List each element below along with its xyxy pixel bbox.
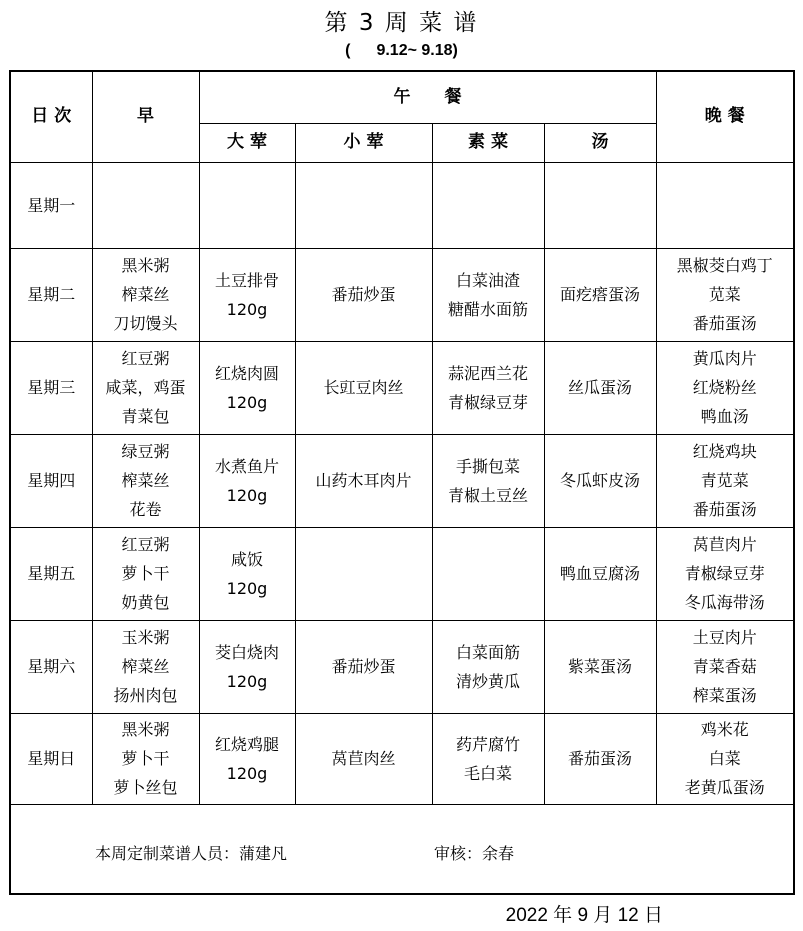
- dinner-cell: [656, 434, 794, 527]
- table-row: [10, 162, 794, 248]
- soup-cell: [544, 713, 656, 804]
- breakfast-cell: [92, 620, 199, 713]
- page-title: 第 3 周 菜 谱: [324, 10, 479, 36]
- dinner-item: 鸭血汤: [700, 407, 749, 426]
- breakfast-cell: [92, 434, 199, 527]
- breakfast-item: 榨菜丝: [121, 285, 170, 304]
- big-cell: [199, 713, 295, 804]
- day-cell: 星期二: [10, 248, 92, 341]
- planner-text: 本周定制菜谱人员：蒲建凡: [95, 843, 288, 863]
- day-cell: 星期三: [10, 341, 92, 434]
- breakfast-item: 榨菜丝: [121, 471, 170, 490]
- big-item: 120g: [226, 299, 268, 319]
- dinner-item: 红烧鸡块: [692, 442, 757, 461]
- dinner-item: 番茄蛋汤: [692, 314, 757, 333]
- table-row: [10, 434, 794, 527]
- veg-item: 青椒土豆丝: [447, 485, 528, 505]
- table-row: [10, 527, 794, 620]
- big-item: 土豆排骨: [214, 270, 279, 290]
- small-item: 山药木耳肉片: [315, 471, 412, 490]
- veg-cell: [432, 341, 544, 434]
- breakfast-item: 扬州肉包: [113, 686, 178, 705]
- veg-item: 手撕包菜: [455, 456, 520, 476]
- big-item: 120g: [226, 578, 268, 598]
- veg-item: 青椒绿豆芽: [447, 392, 528, 412]
- soup-item: 冬瓜虾皮汤: [559, 471, 640, 490]
- veg-cell: [432, 620, 544, 713]
- dinner-cell: [656, 527, 794, 620]
- small-cell: [295, 248, 432, 341]
- veg-item: 蒜泥西兰花: [447, 363, 528, 383]
- day-cell: 星期一: [10, 162, 92, 248]
- table-row: [10, 620, 794, 713]
- breakfast-item: 榨菜丝: [121, 657, 170, 676]
- dinner-item: 青苋菜: [700, 471, 749, 490]
- day-cell: 星期五: [10, 527, 92, 620]
- breakfast-cell: [92, 162, 199, 248]
- small-cell: [295, 527, 432, 620]
- soup-cell: [544, 341, 656, 434]
- dinner-item: 黄瓜肉片: [692, 349, 757, 368]
- header-dinner: 晚 餐: [656, 71, 794, 162]
- soup-item: 紫菜蛋汤: [567, 657, 632, 676]
- dinner-cell: [656, 620, 794, 713]
- dinner-item: 青椒绿豆芽: [684, 564, 765, 583]
- dinner-item: 红烧粉丝: [692, 378, 757, 397]
- breakfast-cell: [92, 248, 199, 341]
- dinner-item: 老黄瓜蛋汤: [684, 778, 765, 797]
- breakfast-cell: [92, 527, 199, 620]
- day-cell: 星期四: [10, 434, 92, 527]
- veg-cell: [432, 248, 544, 341]
- small-item: 番茄炒蛋: [331, 657, 396, 676]
- soup-item: 面疙瘩蛋汤: [559, 285, 640, 304]
- breakfast-cell: [92, 341, 199, 434]
- veg-item: 毛白菜: [463, 763, 512, 783]
- table-row: [10, 248, 794, 341]
- soup-cell: [544, 162, 656, 248]
- big-item: 120g: [226, 671, 268, 691]
- soup-cell: [544, 248, 656, 341]
- document-date: 2022 年 9 月 12 日: [505, 905, 663, 926]
- small-cell: [295, 620, 432, 713]
- big-item: 120g: [226, 485, 268, 505]
- breakfast-item: 花卷: [129, 500, 162, 519]
- big-item: 水煮鱼片: [214, 456, 279, 476]
- veg-item: 药芹腐竹: [455, 734, 520, 754]
- date-range: [0, 42, 803, 60]
- small-item: 番茄炒蛋: [331, 285, 396, 304]
- table-row: [10, 341, 794, 434]
- dinner-item: 鸡米花: [700, 720, 749, 739]
- menu-table: [9, 70, 795, 895]
- reviewer-text: 审核：余春: [434, 843, 515, 863]
- breakfast-cell: [92, 713, 199, 804]
- soup-cell: [544, 434, 656, 527]
- breakfast-item: 玉米粥: [121, 628, 170, 647]
- header-breakfast: 早: [92, 71, 199, 162]
- day-cell: 星期六: [10, 620, 92, 713]
- veg-cell: [432, 162, 544, 248]
- soup-item: 丝瓜蛋汤: [567, 378, 632, 397]
- dinner-item: 土豆肉片: [692, 628, 757, 647]
- small-cell: [295, 341, 432, 434]
- soup-item: 番茄蛋汤: [567, 749, 632, 768]
- veg-item: 白菜面筋: [455, 642, 520, 662]
- dinner-cell: [656, 341, 794, 434]
- big-cell: [199, 434, 295, 527]
- small-item: 长豇豆肉丝: [323, 378, 404, 397]
- header-day: 日 次: [10, 71, 92, 162]
- breakfast-item: 青菜包: [121, 407, 170, 426]
- dinner-cell: [656, 713, 794, 804]
- veg-item: 糖醋水面筋: [447, 299, 528, 319]
- header-lunch: 午 餐: [199, 71, 656, 123]
- dinner-item: 青菜香菇: [692, 657, 757, 676]
- dinner-item: 莴苣肉片: [692, 535, 757, 554]
- veg-item: 白菜油渣: [455, 270, 520, 290]
- breakfast-item: 红豆粥: [121, 535, 170, 554]
- big-item: 120g: [226, 392, 268, 412]
- big-item: 120g: [226, 763, 268, 783]
- breakfast-item: 绿豆粥: [121, 442, 170, 461]
- big-cell: [199, 248, 295, 341]
- date-range-open: (: [345, 42, 351, 59]
- footer-cell: [10, 804, 794, 894]
- breakfast-item: 刀切馒头: [113, 314, 178, 333]
- breakfast-item: 萝卜干: [121, 564, 170, 583]
- big-cell: [199, 527, 295, 620]
- dinner-cell: [656, 248, 794, 341]
- soup-item: 鸭血豆腐汤: [559, 564, 640, 583]
- big-item: 咸饭: [230, 549, 263, 569]
- header-small-dish: 小 荤: [295, 123, 432, 162]
- dinner-item: 榨菜蛋汤: [692, 686, 757, 705]
- big-cell: [199, 162, 295, 248]
- header-veg-dish: 素 菜: [432, 123, 544, 162]
- veg-cell: [432, 713, 544, 804]
- breakfast-item: 萝卜干: [121, 749, 170, 768]
- big-cell: [199, 341, 295, 434]
- day-cell: 星期日: [10, 713, 92, 804]
- small-item: 莴苣肉丝: [331, 749, 396, 768]
- dinner-item: 苋菜: [708, 285, 741, 304]
- small-cell: [295, 713, 432, 804]
- header-soup: 汤: [544, 123, 656, 162]
- big-item: 红烧肉圆: [214, 363, 279, 383]
- breakfast-item: 咸菜，鸡蛋: [105, 378, 186, 397]
- veg-cell: [432, 527, 544, 620]
- breakfast-item: 奶黄包: [121, 593, 170, 612]
- date-range-text: 9.12~ 9.18): [376, 42, 458, 59]
- table-row: [10, 713, 794, 804]
- breakfast-item: 萝卜丝包: [113, 778, 178, 797]
- small-cell: [295, 434, 432, 527]
- breakfast-item: 黑米粥: [121, 720, 170, 739]
- breakfast-item: 黑米粥: [121, 256, 170, 275]
- dinner-item: 白菜: [708, 749, 741, 768]
- dinner-item: 番茄蛋汤: [692, 500, 757, 519]
- breakfast-item: 红豆粥: [121, 349, 170, 368]
- menu-body: [10, 162, 794, 804]
- veg-item: 清炒黄瓜: [455, 671, 520, 691]
- soup-cell: [544, 620, 656, 713]
- header-big-dish: 大 荤: [199, 123, 295, 162]
- veg-cell: [432, 434, 544, 527]
- big-item: 茭白烧肉: [214, 642, 279, 662]
- dinner-item: 冬瓜海带汤: [684, 593, 765, 612]
- dinner-cell: [656, 162, 794, 248]
- big-item: 红烧鸡腿: [214, 734, 279, 754]
- small-cell: [295, 162, 432, 248]
- big-cell: [199, 620, 295, 713]
- dinner-item: 黑椒茭白鸡丁: [676, 256, 773, 275]
- soup-cell: [544, 527, 656, 620]
